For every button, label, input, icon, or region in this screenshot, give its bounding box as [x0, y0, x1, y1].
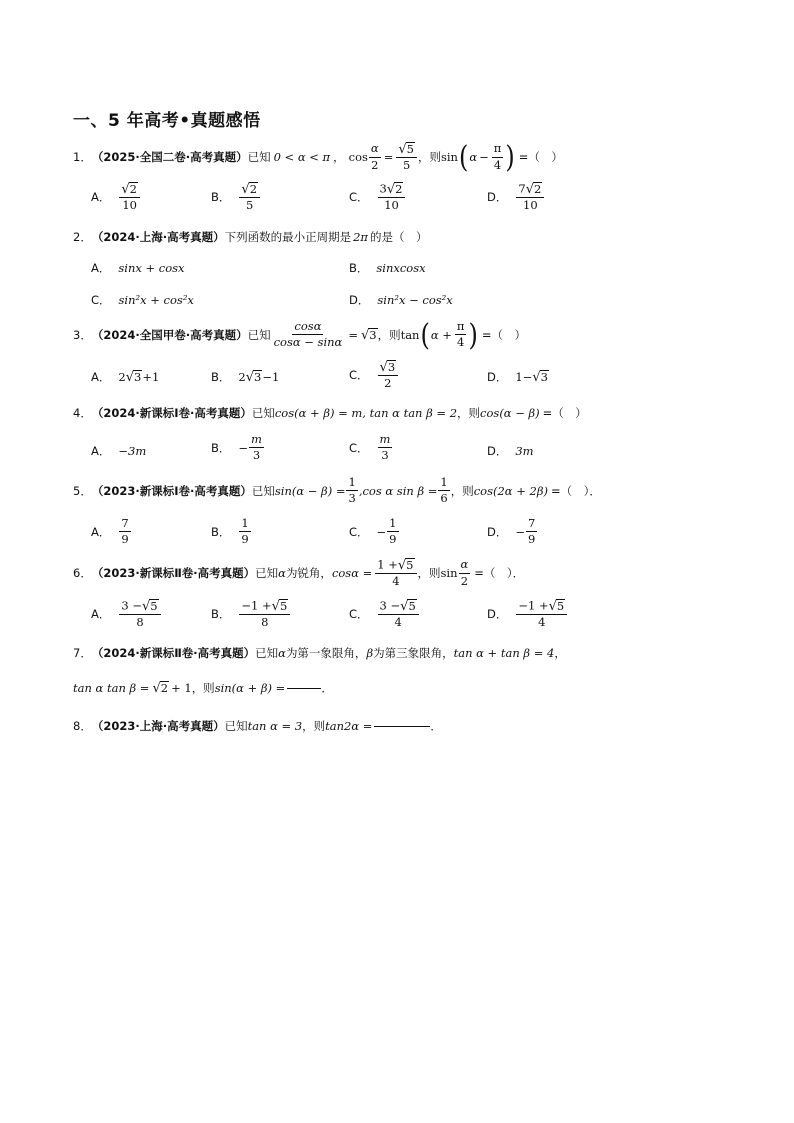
option-d[interactable]: D． 1− √ 3 — [487, 369, 548, 385]
condition-expr: 0 < α < π — [273, 150, 331, 165]
option-d[interactable]: D． 7 √ 2 10 — [487, 182, 545, 212]
question-number: 7． — [73, 646, 92, 660]
option-a[interactable]: A． 2 √ 3 +1 — [91, 369, 160, 385]
option-c[interactable]: C． 3 − √ 5 4 — [349, 599, 420, 629]
question-source: （2024·新课标Ⅰ卷·高考真题） — [91, 406, 252, 420]
section-heading: 一、5 年高考•真题感悟 — [73, 111, 261, 131]
option-b[interactable]: B． − $\frac{m}{3}$ — [211, 432, 262, 463]
answer-blank[interactable] — [374, 726, 430, 727]
option-b[interactable]: B． 2 √ 3 −1 — [211, 369, 280, 385]
question-5: 5． （2023·新课标Ⅰ卷·高考真题） 已知 sin(α − β) = $\frac{1}{3}$ ,cos α sin β = $\frac{1}{6}$ ，则 cos(2α + 2β) =（ ）． — [73, 475, 601, 506]
question-number: 1． — [73, 150, 92, 165]
question-6: 6． （2023·新课标Ⅱ卷·高考真题） 已知 α 为锐角， cosα = 1 + √ 5 4 ，则 sin $\frac{\alpha}{2}$ =（ ）． — [73, 557, 525, 588]
option-c[interactable]: C． 3 √ 2 10 — [349, 182, 406, 212]
option-c[interactable]: C． − $\frac{1}{9}$ — [349, 516, 397, 547]
question-7-line-2: tan α tan β = √ 2 + 1 ，则 sin(α + β) = ． — [73, 680, 333, 696]
question-source: （2023·新课标Ⅰ卷·高考真题） — [91, 483, 252, 498]
option-d[interactable]: D． sin²x − cos²x — [349, 293, 453, 307]
option-b[interactable]: B． $\frac{1}{9}$ — [211, 516, 249, 547]
option-a[interactable]: A． √ 2 10 — [91, 182, 141, 212]
option-a[interactable]: A． $\frac{7}{9}$ — [91, 516, 129, 547]
option-b[interactable]: B． −1 + √ 5 8 — [211, 599, 291, 629]
fraction: $\frac{\alpha}{2}$ — [370, 141, 379, 172]
answer-blank[interactable] — [287, 688, 321, 689]
question-4: 4． （2024·新课标Ⅰ卷·高考真题） 已知 cos(α + β) = m, tan α tan β = 2 ，则 cos(α − β) =（ ） — [73, 406, 587, 420]
question-7: 7． （2024·新课标Ⅱ卷·高考真题） 已知 α 为第一象限角， β 为第三象限角， tan α + tan β = 4 ， — [73, 646, 566, 660]
option-c[interactable]: C． $\frac{m}{3}$ — [349, 432, 391, 463]
option-b[interactable]: B． √ 2 5 — [211, 182, 261, 212]
fraction: $\frac{\pi}{4}$ — [456, 319, 465, 350]
option-d[interactable]: D． 3m — [487, 444, 534, 458]
question-number: 2． — [73, 230, 92, 244]
question-number: 8． — [73, 719, 92, 733]
question-3: 3． （2024·全国甲卷·高考真题） 已知 $\frac{\cos\alpha}{\cos\alpha - \sin\alpha}$ = √ 3 ，则 tan ( α + $\frac{\pi}{4}$ ) =（ ） — [73, 317, 526, 353]
question-source: （2025·全国二卷·高考真题） — [91, 150, 248, 165]
question-source: （2023·新课标Ⅱ卷·高考真题） — [91, 566, 256, 581]
question-number: 5． — [73, 483, 92, 498]
question-number: 4． — [73, 406, 92, 420]
fraction: $\frac{\cos\alpha}{\cos\alpha - \sin\alpha}$ — [273, 319, 343, 350]
fraction: √ 5 5 — [396, 142, 417, 172]
question-source: （2024·全国甲卷·高考真题） — [91, 327, 248, 342]
question-source: （2024·新课标Ⅱ卷·高考真题） — [91, 646, 256, 660]
option-c[interactable]: C． sin²x + cos²x — [91, 293, 194, 307]
question-8: 8． （2023·上海·高考真题） 已知 tan α = 3 ，则 tan2α = ． — [73, 719, 442, 733]
question-2: 2． （2024·上海·高考真题） 下列函数的最小正周期是 2π 的是（ ） — [73, 230, 428, 244]
question-number: 6． — [73, 566, 92, 581]
option-b[interactable]: B． sinxcosx — [349, 261, 426, 275]
option-d[interactable]: D． − $\frac{7}{9}$ — [487, 516, 536, 547]
fraction: $\frac{\pi}{4}$ — [493, 141, 502, 172]
question-1: 1． （2025·全国二卷·高考真题） 已知 0 < α < π ， cos $\frac{\alpha}{2}$ = √ 5 5 ，则 sin ( α − $\frac{\pi}{4}$ ) =（ ） — [73, 139, 563, 175]
option-c[interactable]: C． √ 3 2 — [349, 360, 399, 390]
option-a[interactable]: A． sinx + cosx — [91, 261, 185, 275]
question-source: （2023·上海·高考真题） — [91, 719, 225, 733]
option-a[interactable]: A． 3 − √ 5 8 — [91, 599, 162, 629]
option-d[interactable]: D． −1 + √ 5 4 — [487, 599, 568, 629]
question-number: 3． — [73, 327, 92, 342]
option-a[interactable]: A． −3m — [91, 444, 147, 458]
question-source: （2024·上海·高考真题） — [91, 230, 225, 244]
